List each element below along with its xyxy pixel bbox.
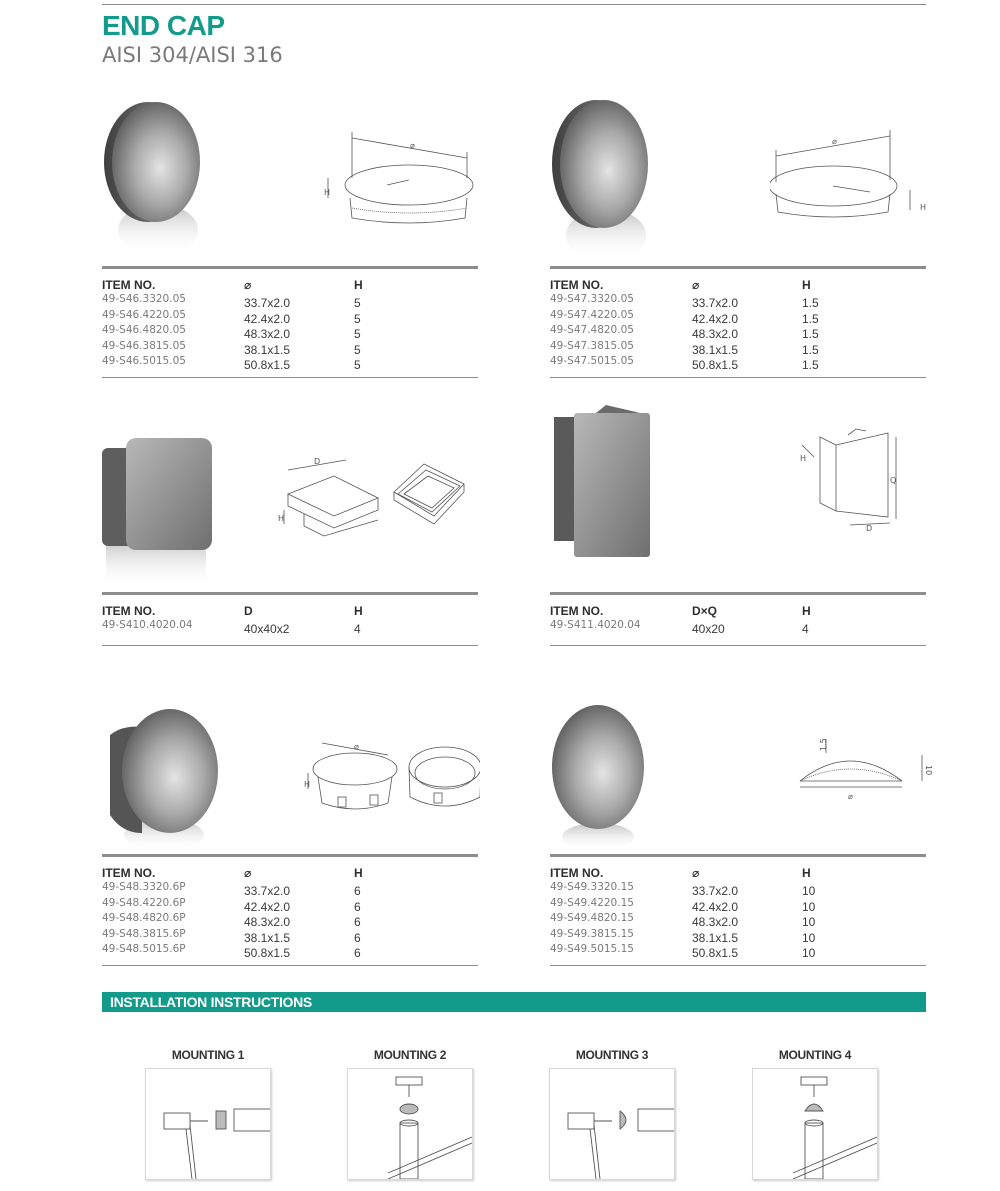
col-item-no: ITEM NO.: [550, 604, 604, 618]
mounting-4-illustration: [752, 1068, 878, 1180]
table-row: 49-S410.4020.04 40x40x2 4: [102, 619, 361, 636]
mounting-2: [347, 1048, 473, 1062]
table-row: 49-S49.4820.15 48.3x2.0 10: [550, 912, 816, 929]
end-cap-photo: [550, 405, 660, 565]
thickness-label: 1.5: [819, 738, 828, 751]
height-label: H: [920, 203, 927, 212]
spec-table: [102, 266, 478, 378]
diameter-label: ⌀: [410, 141, 415, 150]
d-label: D: [866, 524, 873, 533]
height-label: H: [304, 780, 311, 789]
product-end-cap-rectangular: [550, 405, 926, 650]
col-h: H: [354, 866, 363, 880]
table-row: 49-S47.4820.05 48.3x2.0 1.5: [550, 324, 819, 341]
height-label: H: [324, 188, 331, 197]
table-row: 49-S49.3815.15 38.1x1.5 10: [550, 927, 816, 945]
table-row: 49-S49.5015.15 50.8x1.5 10: [550, 943, 816, 960]
table-row: 49-S48.3815.6P 38.1x1.5 6: [102, 927, 361, 945]
col-item-no: ITEM NO.: [102, 278, 156, 292]
table-row: 49-S47.3320.05 33.7x2.0 1.5: [550, 293, 819, 310]
mounting-3: [549, 1048, 675, 1062]
end-cap-technical-drawing: [770, 130, 940, 240]
col-h: H: [802, 278, 811, 292]
col-item-no: ITEM NO.: [550, 278, 604, 292]
col-item-no: ITEM NO.: [102, 866, 156, 880]
mounting-label: MOUNTING 1: [171, 1048, 245, 1062]
product-end-cap-round-thin: [550, 90, 926, 385]
q-label: Q: [890, 476, 897, 485]
end-cap-photo: [102, 705, 222, 855]
mounting-1: [145, 1048, 271, 1062]
col-dim: D: [244, 604, 253, 618]
spec-table: [550, 266, 926, 378]
table-row: 49-S47.3815.05 38.1x1.5 1.5: [550, 339, 819, 357]
col-h: H: [354, 604, 363, 618]
col-item-no: ITEM NO.: [550, 866, 604, 880]
product-end-cap-round-insert: [102, 705, 478, 975]
diameter-label: ⌀: [848, 792, 853, 801]
end-cap-technical-drawing: [322, 120, 482, 240]
table-row: 49-S46.3320.05 33.7x2.0 5: [102, 293, 361, 310]
mounting-label: MOUNTING 2: [373, 1048, 447, 1062]
mounting-1-illustration: [145, 1068, 271, 1180]
installation-title: INSTALLATION INSTRUCTIONS: [110, 994, 312, 1010]
rows: [102, 621, 478, 637]
col-dim: ⌀: [692, 278, 700, 292]
table-row: 49-S46.3815.05 38.1x1.5 5: [102, 339, 361, 357]
end-cap-photo: [102, 430, 217, 590]
end-cap-technical-drawing: [790, 731, 940, 811]
table-row: 49-S46.4220.05 42.4x2.0 5: [102, 308, 361, 326]
table-row: 49-S48.5015.6P 50.8x1.5 6: [102, 943, 361, 960]
end-cap-photo: [550, 705, 660, 855]
end-cap-technical-drawing: [300, 737, 480, 827]
page-title: END CAP: [102, 10, 225, 41]
mounting-2-illustration: [347, 1068, 473, 1180]
table-row: 49-S48.4220.6P 42.4x2.0 6: [102, 896, 361, 914]
height-label: H: [800, 454, 807, 463]
diameter-label: ⌀: [354, 742, 359, 751]
diameter-label: ⌀: [832, 137, 837, 146]
height-label: 10: [924, 765, 933, 776]
spec-table: [102, 854, 478, 966]
spec-table: [102, 592, 478, 646]
end-cap-photo: [102, 90, 212, 265]
rows: [102, 883, 478, 961]
d-label: D: [314, 457, 321, 466]
col-h: H: [354, 278, 363, 292]
table-row: 49-S48.3320.6P 33.7x2.0 6: [102, 881, 361, 898]
mounting-4: [752, 1048, 878, 1062]
col-item-no: ITEM NO.: [102, 604, 156, 618]
rows: [550, 621, 926, 637]
rows: [102, 295, 478, 373]
col-dim: D×Q: [692, 604, 718, 618]
end-cap-technical-drawing: [274, 454, 474, 554]
end-cap-photo: [550, 90, 660, 265]
col-dim: ⌀: [244, 866, 252, 880]
col-dim: ⌀: [244, 278, 252, 292]
top-divider: [102, 4, 926, 5]
mounting-label: MOUNTING 3: [575, 1048, 649, 1062]
col-dim: ⌀: [692, 866, 700, 880]
col-h: H: [802, 604, 811, 618]
rows: [550, 295, 926, 373]
spec-table: [550, 592, 926, 646]
col-h: H: [802, 866, 811, 880]
end-cap-technical-drawing: [796, 427, 916, 547]
page-subtitle: AISI 304/AISI 316: [102, 43, 283, 67]
table-row: 49-S49.4220.15 42.4x2.0 10: [550, 896, 816, 914]
table-row: 49-S49.3320.15 33.7x2.0 10: [550, 881, 816, 898]
height-label: H: [278, 514, 285, 523]
table-row: 49-S411.4020.04 40x20 4: [550, 619, 809, 636]
mounting-3-illustration: [549, 1068, 675, 1180]
table-row: 49-S46.5015.05 50.8x1.5 5: [102, 355, 361, 372]
product-end-cap-domed: [550, 705, 933, 975]
table-row: 49-S47.4220.05 42.4x2.0 1.5: [550, 308, 819, 326]
table-row: 49-S47.5015.05 50.8x1.5 1.5: [550, 355, 819, 372]
installation-banner: [102, 992, 926, 1012]
mounting-label: MOUNTING 4: [778, 1048, 852, 1062]
rows: [550, 883, 926, 961]
table-row: 49-S48.4820.6P 48.3x2.0 6: [102, 912, 361, 929]
table-row: 49-S46.4820.05 48.3x2.0 5: [102, 324, 361, 341]
spec-table: [550, 854, 926, 966]
product-end-cap-square: [102, 430, 478, 650]
product-end-cap-round-flat: [102, 90, 478, 385]
